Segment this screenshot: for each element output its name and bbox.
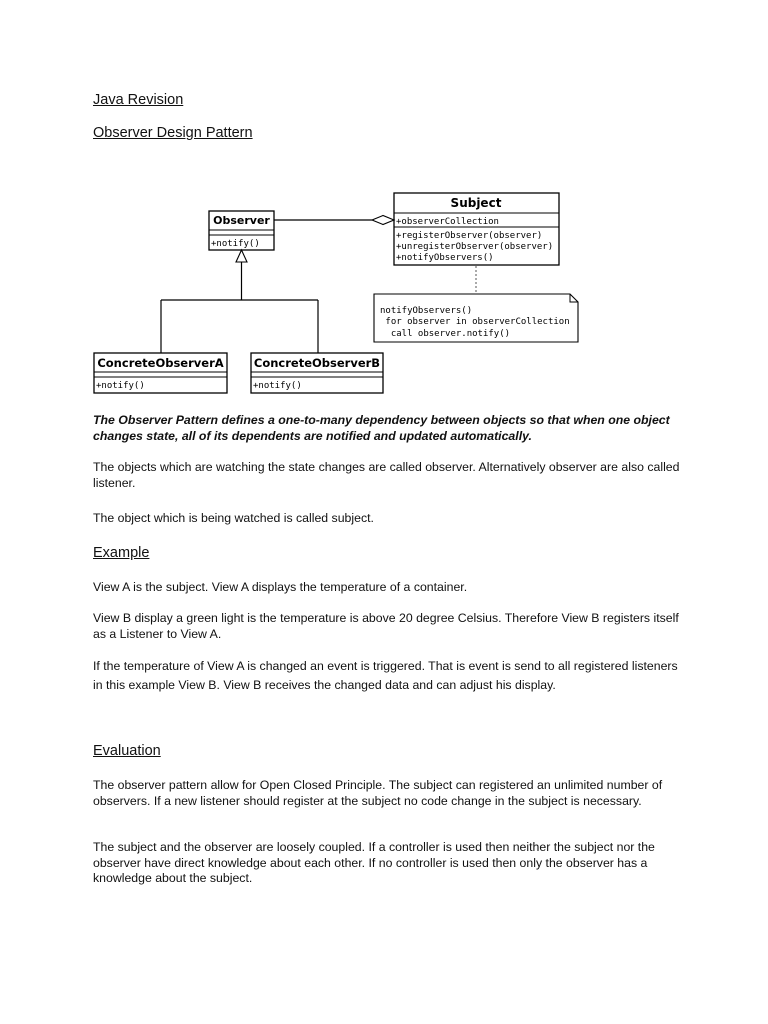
document-title: Java Revision <box>93 92 184 108</box>
subject-method: +registerObserver(observer) <box>396 231 543 241</box>
observer-class-name: Observer <box>213 214 270 227</box>
note-line: for observer in observerCollection <box>380 317 570 327</box>
definition-text: The Observer Pattern defines a one-to-many dependency between objects so that when one object changes state, all of its dependents are notified and updated automatically. <box>93 413 670 443</box>
subject-class <box>394 193 559 265</box>
note-line: call observer.notify() <box>380 329 511 339</box>
aggregation-diamond <box>372 216 394 225</box>
subject-class-name: Subject <box>450 196 502 210</box>
evaluation-paragraph-2: The subject and the observer are loosely coupled. If a controller is used then neither the subject nor the observer have direct knowledge about each other. If no controller is used then only the observer has a knowledge about the subject. <box>93 840 655 885</box>
subject-paragraph: The object which is being watched is called subject. <box>93 511 374 525</box>
subject-attribute: +observerCollection <box>396 217 499 227</box>
note-line: notifyObservers() <box>380 306 473 316</box>
observer-class <box>209 211 274 250</box>
uml-class-diagram <box>0 0 768 400</box>
example-heading: Example <box>93 545 150 561</box>
note-box <box>374 294 578 342</box>
example-paragraph-2: View B display a green light is the temperature is above 20 degree Celsius. Therefore View B registers itself as a Listener to View A. <box>93 611 679 641</box>
subject-method: +notifyObservers() <box>396 253 494 263</box>
concrete-observer-b-method: +notify() <box>253 381 302 391</box>
document-subtitle: Observer Design Pattern <box>93 125 253 141</box>
observer-method: +notify() <box>211 239 260 249</box>
concrete-observer-a-name: ConcreteObserverA <box>97 356 224 370</box>
concrete-observer-b-class <box>251 353 383 393</box>
concrete-observer-a-method: +notify() <box>96 381 145 391</box>
evaluation-paragraph-1: The observer pattern allow for Open Closed Principle. The subject can registered an unlimited number of observers. If a new listener should register at the subject no code change in the subject is necessary. <box>93 778 663 808</box>
subject-method: +unregisterObserver(observer) <box>396 242 554 252</box>
example-paragraph-1: View A is the subject. View A displays the temperature of a container. <box>93 580 468 594</box>
concrete-observer-a-class <box>94 353 227 393</box>
concrete-observer-b-name: ConcreteObserverB <box>253 356 381 370</box>
inheritance-arrowhead <box>236 250 247 262</box>
example-paragraph-3: If the temperature of View A is changed an event is triggered. That is event is send to all registered listeners in this example View B. View B receives the changed data and can adjust his display. <box>93 659 678 692</box>
evaluation-heading: Evaluation <box>93 743 161 759</box>
observer-paragraph: The objects which are watching the state changes are called observer. Alternatively observer are also called listener. <box>93 460 680 490</box>
